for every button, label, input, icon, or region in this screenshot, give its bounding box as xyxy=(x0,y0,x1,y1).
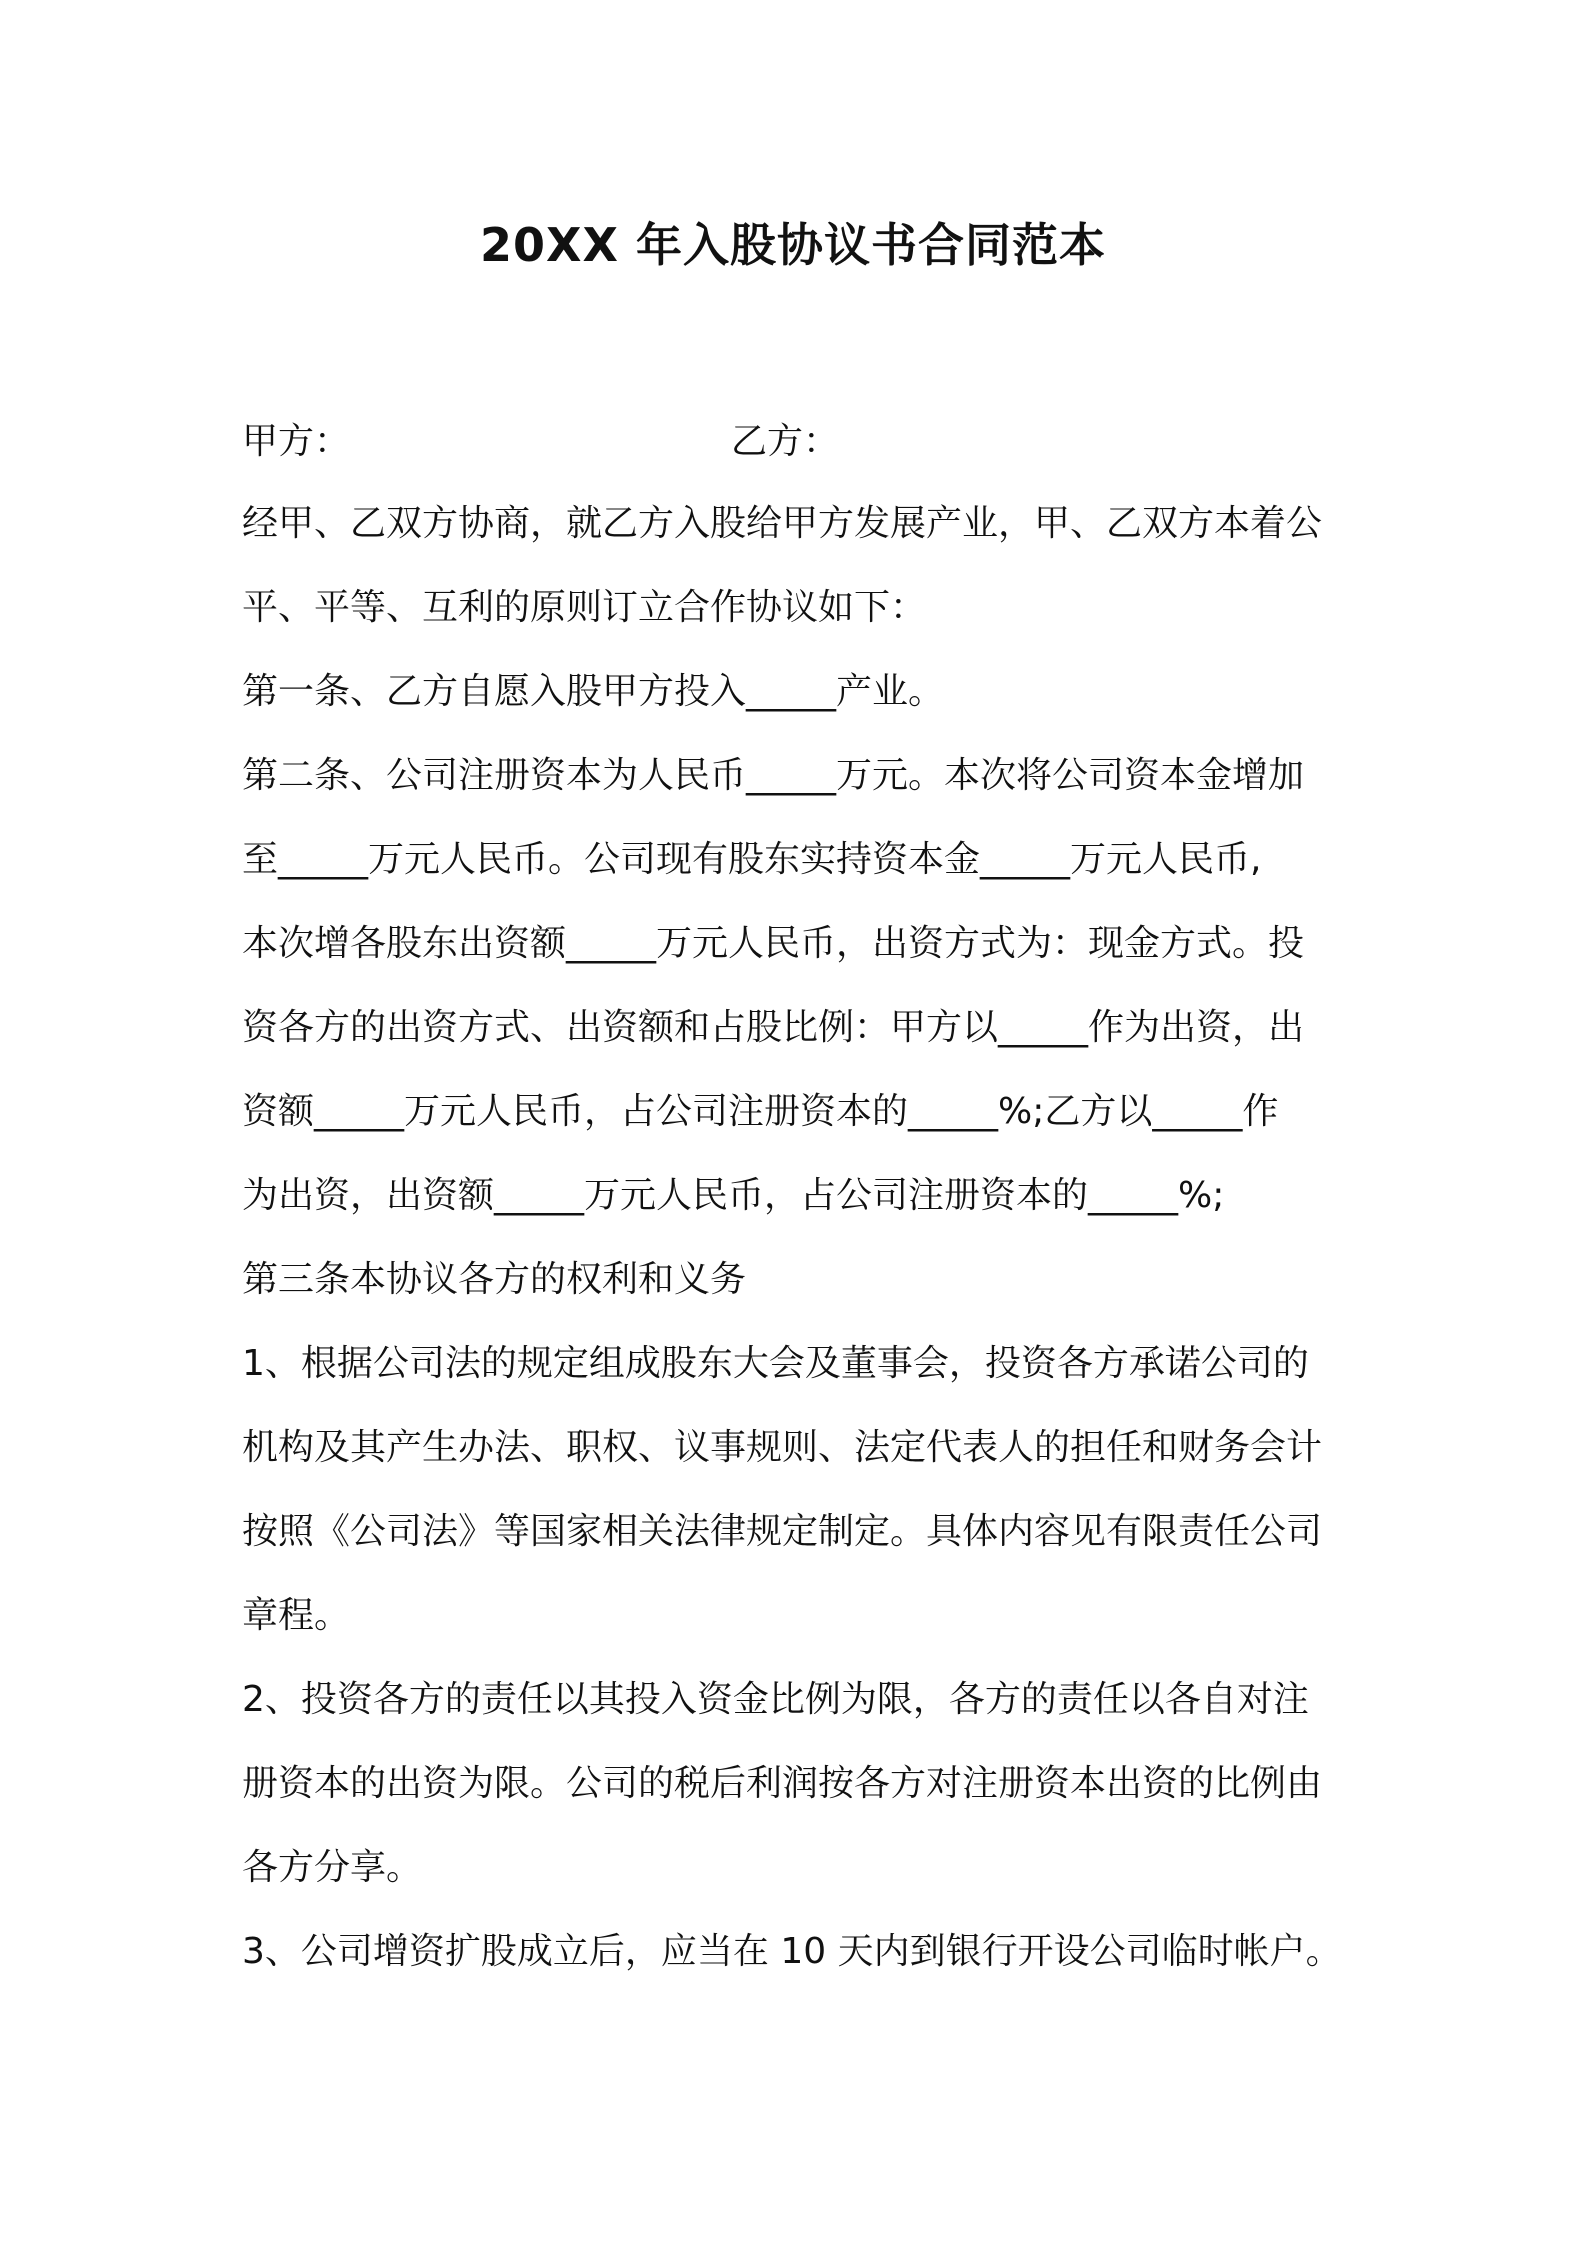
clause-2-line: 各方分享。 xyxy=(242,1847,423,1888)
article-2-line: 本次增各股东出资额_____万元人民币，出资方式为：现金方式。投 xyxy=(242,923,1305,964)
party-a-label: 甲方： xyxy=(242,421,351,462)
clause-1-line: 1、根据公司法的规定组成股东大会及董事会，投资各方承诺公司的 xyxy=(242,1343,1309,1384)
article-3-heading: 第三条本协议各方的权利和义务 xyxy=(242,1259,747,1300)
article-2-line: 资额_____万元人民币，占公司注册资本的_____%;乙方以_____作 xyxy=(242,1091,1279,1132)
article-2-line: 第二条、公司注册资本为人民币_____万元。本次将公司资本金增加 xyxy=(242,755,1305,796)
article-2-line: 至_____万元人民币。公司现有股东实持资本金_____万元人民币, xyxy=(242,839,1262,880)
agreement-body xyxy=(242,482,1362,1994)
clause-3-line: 3、公司增资扩股成立后，应当在 10 天内到银行开设公司临时帐户。 xyxy=(242,1931,1342,1972)
paragraph-line: 平、平等、互利的原则订立合作协议如下： xyxy=(242,587,927,628)
article-1: 第一条、乙方自愿入股甲方投入_____产业。 xyxy=(242,671,945,712)
clause-2-line: 2、投资各方的责任以其投入资金比例为限，各方的责任以各自对注 xyxy=(242,1679,1309,1720)
parties-row xyxy=(242,400,1362,484)
paragraph-line: 经甲、乙双方协商，就乙方入股给甲方发展产业，甲、乙双方本着公 xyxy=(242,503,1323,544)
article-2-line: 资各方的出资方式、出资额和占股比例：甲方以_____作为出资，出 xyxy=(242,1007,1305,1048)
clause-1-line: 按照《公司法》等国家相关法律规定制定。具体内容见有限责任公司 xyxy=(242,1511,1323,1552)
document-title: 20XX 年入股协议书合同范本 xyxy=(480,218,1106,272)
clause-2-line: 册资本的出资为限。公司的税后利润按各方对注册资本出资的比例由 xyxy=(242,1763,1323,1804)
clause-1-line: 章程。 xyxy=(242,1595,351,1636)
clause-1-line: 机构及其产生办法、职权、议事规则、法定代表人的担任和财务会计 xyxy=(242,1427,1323,1468)
party-b-label: 乙方： xyxy=(731,421,840,462)
article-2-line: 为出资，出资额_____万元人民币，占公司注册资本的_____%; xyxy=(242,1175,1225,1216)
